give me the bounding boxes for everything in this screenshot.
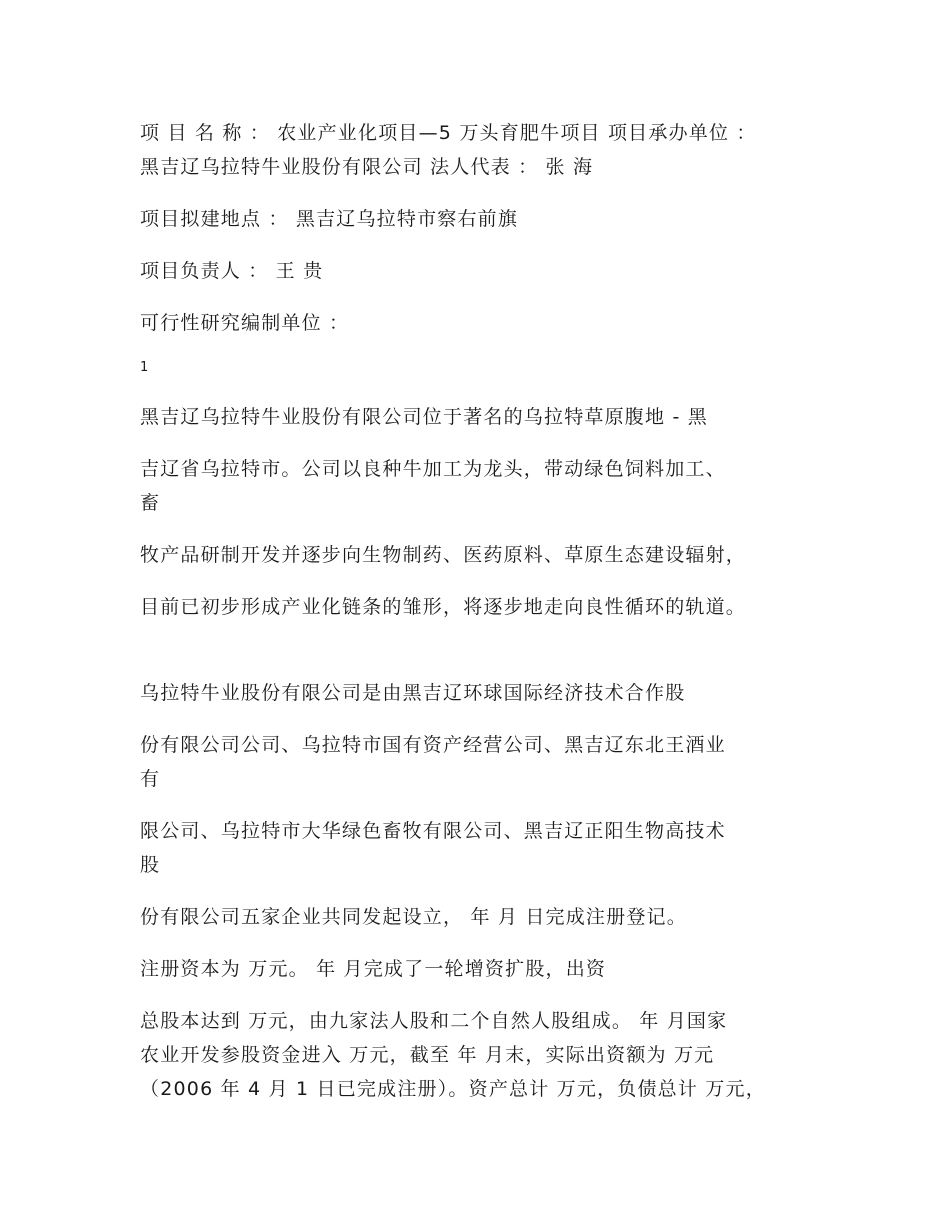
page-number: 1: [140, 360, 149, 375]
project-site-line: 项目拟建地点 ： 黑吉辽乌拉特市察右前旗: [140, 208, 519, 230]
paragraph-line: 份有限公司五家企业共同发起设立， 年 月 日完成注册登记。: [140, 906, 687, 928]
paragraph-line: 限公司、乌拉特市大华绿色畜牧有限公司、黑吉辽正阳生物高技术: [140, 820, 726, 842]
study-unit-line: 可行性研究编制单位 ：: [140, 312, 350, 334]
paragraph-line: 有: [140, 768, 161, 790]
paragraph-line: 黑吉辽乌拉特牛业股份有限公司位于著名的乌拉特草原腹地 - 黑: [140, 406, 708, 428]
project-name-line: 项 目 名 称 ： 农业产业化项目—5 万头育肥牛项目 项目承办单位 ：: [140, 122, 757, 144]
paragraph-line: 吉辽省乌拉特市。公司以良种牛加工为龙头，带动绿色饲料加工、: [140, 458, 726, 480]
project-leader-line: 项目负责人 ： 王 贵: [140, 260, 324, 282]
paragraph-line: 农业开发参股资金进入 万元，截至 年 月末，实际出资额为 万元: [140, 1044, 715, 1066]
paragraph-line: 份有限公司公司、乌拉特市国有资产经营公司、黑吉辽东北王酒业: [140, 734, 726, 756]
paragraph-line: 注册资本为 万元。 年 月完成了一轮增资扩股，出资: [140, 958, 607, 980]
paragraph-line: 牧产品研制开发并逐步向生物制药、医药原料、草原生态建设辐射，: [140, 544, 747, 566]
paragraph-line: 目前已初步形成产业化链条的雏形，将逐步地走向良性循环的轨道。: [140, 596, 747, 618]
paragraph-line: 乌拉特牛业股份有限公司是由黑吉辽环球国际经济技术合作股: [140, 682, 686, 704]
paragraph-line: （2006 年 4 月 1 日已完成注册）。资产总计 万元，负债总计 万元，: [140, 1078, 766, 1100]
paragraph-line: 畜: [140, 492, 161, 514]
company-representative-line: 黑吉辽乌拉特牛业股份有限公司 法人代表 ： 张 海: [140, 156, 594, 178]
paragraph-line: 总股本达到 万元，由九家法人股和二个自然人股组成。 年 月国家: [140, 1010, 728, 1032]
paragraph-line: 股: [140, 854, 161, 876]
